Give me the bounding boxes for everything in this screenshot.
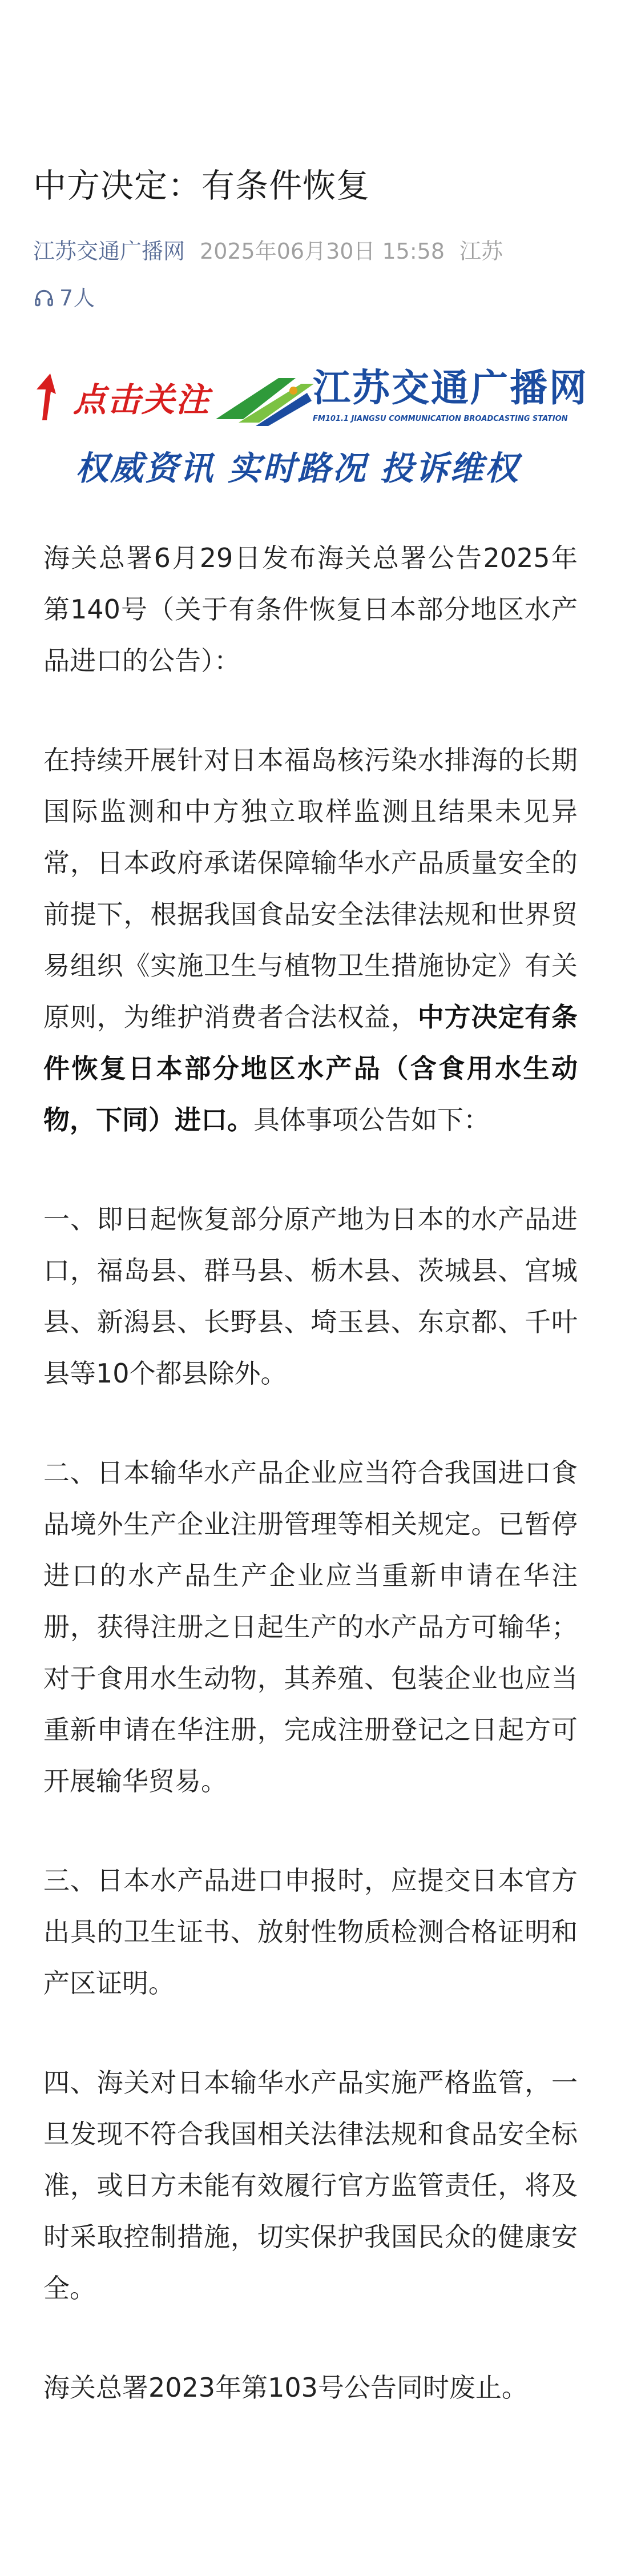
article-meta bbox=[33, 235, 503, 267]
paragraph-repeal: 海关总署2023年第103号公告同时废止。 bbox=[43, 2372, 528, 2403]
follow-banner[interactable] bbox=[33, 365, 592, 508]
paragraph-decision-bold: 中方决定有条件恢复日本部分地区水产品（含食用水生动物，下同）进口。 bbox=[43, 1002, 578, 1135]
account-name-link[interactable]: 江苏交通广播网 bbox=[33, 239, 186, 264]
listen-count[interactable] bbox=[33, 282, 95, 314]
paragraph-background bbox=[43, 734, 578, 1146]
paragraph-item-two: 二、日本输华水产品企业应当符合我国进口食品境外生产企业注册管理等相关规定。已暂停进口的水产品生产企业应当重新申请在华注册，获得注册之日起生产的水产品方可输华；对于食用水生动物，其养殖、包装企业也应当重新申请在华注册，完成注册登记之日起方可开展输华贸易。 bbox=[43, 1457, 578, 1797]
paragraph-item-four: 四、海关对日本输华水产品实施严格监管，一旦发现不符合我国相关法律法规和食品安全标准，或日方未能有效履行官方监管责任，将及时采取控制措施，切实保护我国民众的健康安全。 bbox=[43, 2067, 578, 2304]
brand-name: 江苏交通广播网 bbox=[313, 366, 588, 410]
publish-region: 江苏 bbox=[459, 239, 503, 264]
paragraph-announcement: 海关总署6月29日发布海关总署公告2025年第140号（关于有条件恢复日本部分地区水产品进口的公告）： bbox=[43, 542, 578, 676]
paragraph-item-one: 一、即日起恢复部分原产地为日本的水产品进口，福岛县、群马县、栃木县、茨城县、宫城县、新潟县、长野县、埼玉县、东京都、千叶县等10个都县除外。 bbox=[43, 1204, 578, 1389]
brand-subtitle: FM101.1 JIANGSU COMMUNICATION BROADCASTING STATION bbox=[313, 415, 568, 423]
publish-date: 2025年06月30日 15:58 bbox=[200, 239, 445, 264]
listen-count-text: 7人 bbox=[59, 286, 95, 311]
article-title: 中方决定：有条件恢复 bbox=[33, 166, 370, 205]
follow-text: 点击关注 bbox=[73, 380, 211, 419]
paragraph-background-text: 在持续开展针对日本福岛核污染水排海的长期国际监测和中方独立取样监测且结果未见异常，日本政府承诺保障输华水产品质量安全的前提下，根据我国食品安全法律法规和世界贸易组织《实施卫生与植物卫生措施协定》有关原则，为维护消费者合法权益， bbox=[43, 745, 578, 1032]
headphones-icon bbox=[33, 287, 55, 309]
article-body bbox=[43, 532, 578, 2461]
banner-slogan: 权威资讯 实时路况 投诉维权 bbox=[75, 449, 520, 488]
arrow-up-icon bbox=[33, 371, 67, 423]
paragraph-item-three: 三、日本水产品进口申报时，应提交日本官方出具的卫生证书、放射性物质检测合格证明和产区证明。 bbox=[43, 1865, 578, 1999]
paragraph-background-end: 具体事项公告如下： bbox=[253, 1104, 490, 1135]
follow-prompt bbox=[33, 365, 210, 428]
